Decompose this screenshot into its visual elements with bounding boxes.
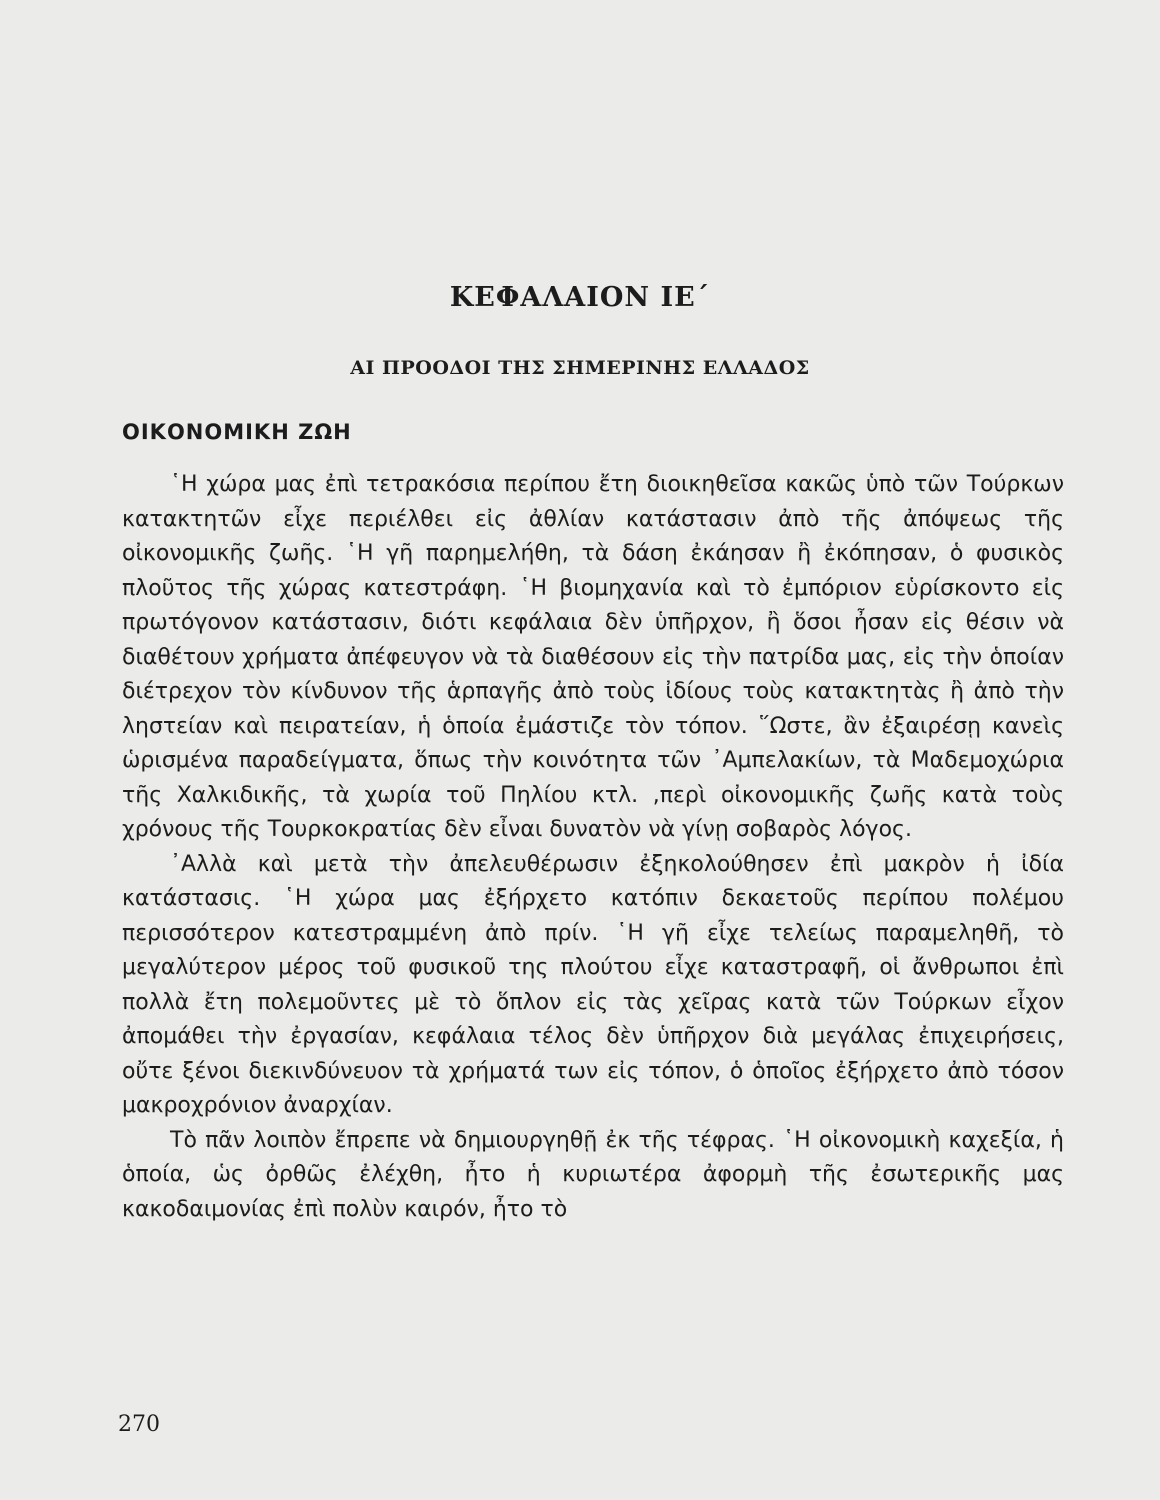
- chapter-title: ΚΕΦΑΛΑΙΟΝ ΙΕ΄: [449, 282, 711, 313]
- page-number: 270: [118, 1412, 160, 1437]
- chapter-subtitle: ΑΙ ΠΡΟΟΔΟΙ ΤΗΣ ΣΗΜΕΡΙΝΗΣ ΕΛΛΑΔΟΣ: [350, 357, 810, 379]
- body-text: [122, 468, 1064, 1227]
- paragraph-1: ῾Η χώρα μας ἐπὶ τετρακόσια περίπου ἔτη διοικηθεῖσα κακῶς ὑπὸ τῶν Τούρκων κατακτητῶν εἶχε περιέλθει εἰς ἀθλίαν κατάστασιν ἀπὸ τῆς ἀπόψεως τῆς οἰκονομικῆς ζωῆς. ῾Η γῆ παρημελήθη, τὰ δάση ἐκάησαν ἢ ἐκόπησαν, ὁ φυσικὸς πλοῦτος τῆς χώρας κατεστράφη. ῾Η βιομηχανία καὶ τὸ ἐμπόριον εὑρίσκοντο εἰς πρωτόγονον κατάστασιν, διότι κεφάλαια δὲν ὑπῆρχον, ἢ ὅσοι ἦσαν εἰς θέσιν νὰ διαθέτουν χρήματα ἀπέφευγον νὰ τὰ διαθέσουν εἰς τὴν πατρίδα μας, εἰς τὴν ὁποίαν διέτρεχον τὸν κίνδυνον τῆς ἁρπαγῆς ἀπὸ τοὺς ἰδίους τοὺς κατακτητὰς ἢ ἀπὸ τὴν ληστείαν καὶ πειρατείαν, ἡ ὁποία ἐμάστιζε τὸν τόπον. ῞Ωστε, ἂν ἐξαιρέσῃ κανεὶς ὡρισμένα παραδείγματα, ὅπως τὴν κοινότητα τῶν ᾿Αμπελακίων, τὰ Μαδεμοχώρια τῆς Χαλκιδικῆς, τὰ χωρία τοῦ Πηλίου κτλ. ,περὶ οἰκονομικῆς ζωῆς κατὰ τοὺς χρόνους τῆς Τουρκοκρατίας δὲν εἶναι δυνατὸν νὰ γίνῃ σοβαρὸς λόγος.: [122, 472, 1064, 842]
- paragraph-2: ᾿Αλλὰ καὶ μετὰ τὴν ἀπελευθέρωσιν ἐξηκολούθησεν ἐπὶ μακρὸν ἡ ἰδία κατάστασις. ῾Η χώρα μας ἐξήρχετο κατόπιν δεκαετοῦς περίπου πολέμου περισσότερον κατεστραμμένη ἀπὸ πρίν. ῾Η γῆ εἶχε τελείως παραμεληθῆ, τὸ μεγαλύτερον μέρος τοῦ φυσικοῦ της πλούτου εἶχε καταστραφῆ, οἱ ἄνθρωποι ἐπὶ πολλὰ ἔτη πολεμοῦντες μὲ τὸ ὅπλον εἰς τὰς χεῖρας κατὰ τῶν Τούρκων εἶχον ἀπομάθει τὴν ἐργασίαν, κεφάλαια τέλος δὲν ὑπῆρχον διὰ μεγάλας ἐπιχειρήσεις, οὔτε ξένοι διεκινδύνευον τὰ χρήματά των εἰς τόπον, ὁ ὁποῖος ἐξήρχετο ἀπὸ τόσον μακροχρόνιον ἀναρχίαν.: [122, 851, 1064, 1118]
- section-heading: ΟΙΚΟΝΟΜΙΚΗ ΖΩΗ: [122, 420, 352, 444]
- paragraph-3: Τὸ πᾶν λοιπὸν ἔπρεπε νὰ δημιουργηθῇ ἐκ τῆς τέφρας. ῾Η οἰκονομικὴ καχεξία, ἡ ὁποία, ὡς ὀρθῶς ἐλέχθη, ἦτο ἡ κυριωτέρα ἀφορμὴ τῆς ἐσωτερικῆς μας κακοδαιμονίας ἐπὶ πολὺν καιρόν, ἦτο τὸ: [122, 1127, 1064, 1222]
